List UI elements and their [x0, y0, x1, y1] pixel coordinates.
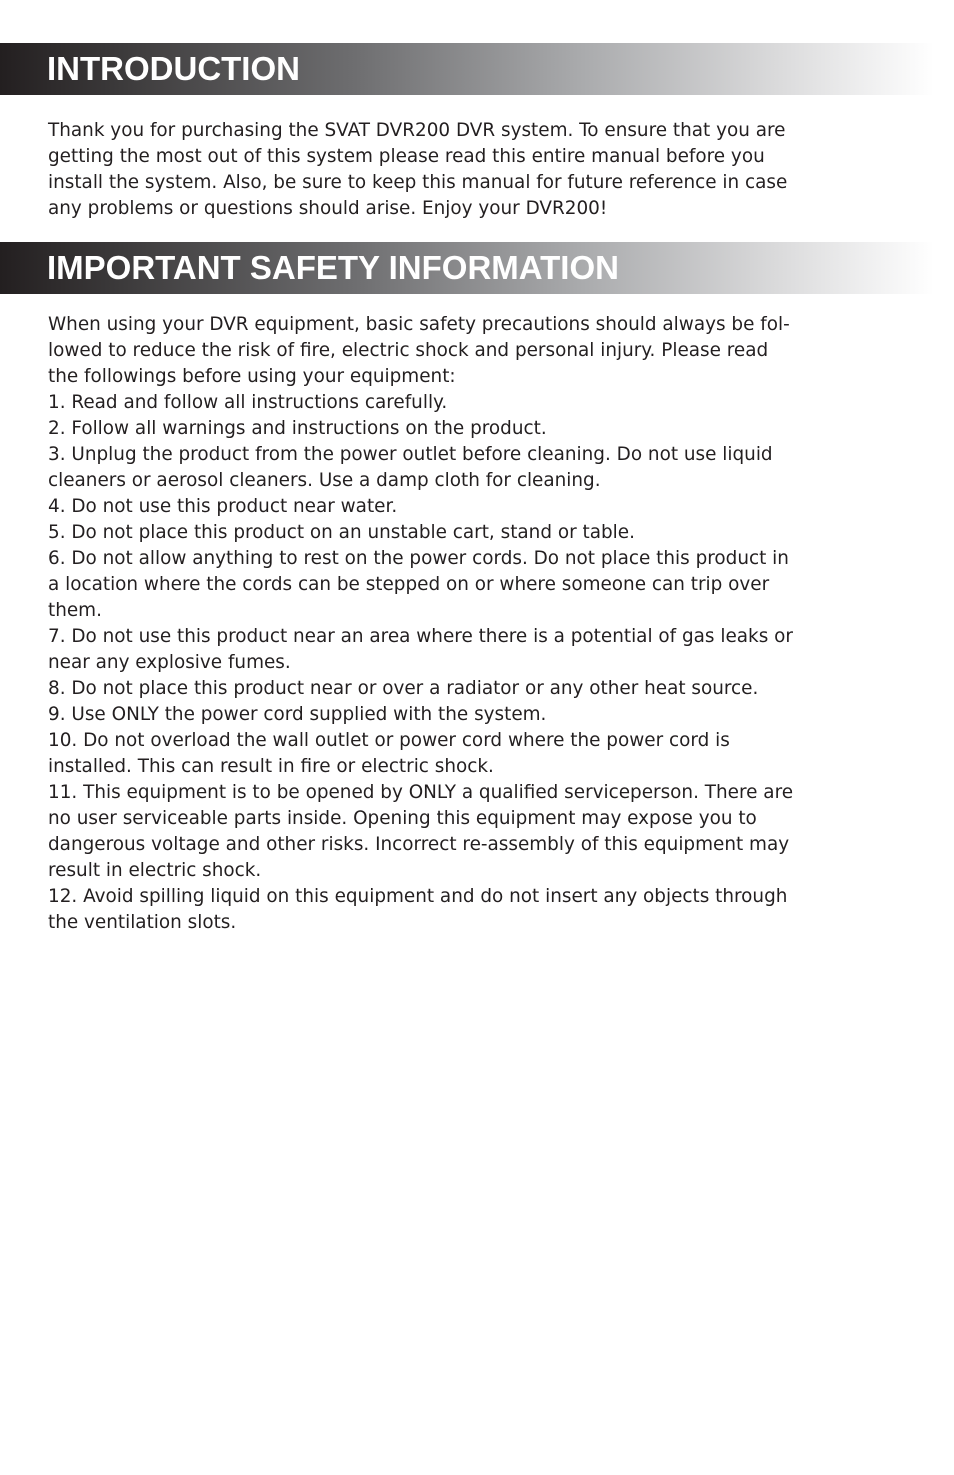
safety-item-6: 6. Do not allow anything to rest on the power cords. Do not place this product in [48, 548, 789, 569]
safety-line: lowed to reduce the risk of fire, electric shock and personal injury. Please read [48, 340, 769, 361]
safety-paragraph [48, 312, 918, 936]
safety-item-9: 9. Use ONLY the power cord supplied with the system. [48, 704, 547, 725]
introduction-paragraph [48, 118, 918, 222]
safety-item-3: 3. Unplug the product from the power outlet before cleaning. Do not use liquid [48, 444, 773, 465]
safety-item-2: 2. Follow all warnings and instructions on the product. [48, 418, 547, 439]
safety-item-6-cont: a location where the cords can be stepped on or where someone can trip over [48, 574, 770, 595]
safety-header-bar [0, 242, 934, 294]
introduction-line: install the system. Also, be sure to keep this manual for future reference in case [48, 172, 788, 193]
safety-item-5: 5. Do not place this product on an unstable cart, stand or table. [48, 522, 635, 543]
safety-item-11-cont: dangerous voltage and other risks. Incorrect re-assembly of this equipment may [48, 834, 790, 855]
safety-line: When using your DVR equipment, basic safety precautions should always be fol- [48, 314, 790, 335]
introduction-header-bar [0, 43, 934, 95]
safety-item-11: 11. This equipment is to be opened by ONLY a qualified serviceperson. There are [48, 782, 794, 803]
introduction-heading: INTRODUCTION [47, 50, 300, 87]
introduction-line: Thank you for purchasing the SVAT DVR200 DVR system. To ensure that you are [48, 120, 786, 141]
safety-item-10-cont: installed. This can result in fire or electric shock. [48, 756, 494, 777]
safety-item-4: 4. Do not use this product near water. [48, 496, 398, 517]
introduction-line: getting the most out of this system please read this entire manual before you [48, 146, 765, 167]
safety-item-11-cont: no user serviceable parts inside. Opening this equipment may expose you to [48, 808, 757, 829]
safety-item-7-cont: near any explosive fumes. [48, 652, 291, 673]
safety-item-1: 1. Read and follow all instructions carefully. [48, 392, 448, 413]
introduction-line: any problems or questions should arise. Enjoy your DVR200! [48, 198, 608, 219]
safety-line: the followings before using your equipment: [48, 366, 456, 387]
safety-item-11-cont: result in electric shock. [48, 860, 262, 881]
safety-item-10: 10. Do not overload the wall outlet or power cord where the power cord is [48, 730, 730, 751]
safety-item-12-cont: the ventilation slots. [48, 912, 237, 933]
safety-item-3-cont: cleaners or aerosol cleaners. Use a damp cloth for cleaning. [48, 470, 601, 491]
safety-item-7: 7. Do not use this product near an area where there is a potential of gas leaks or [48, 626, 793, 647]
safety-heading: IMPORTANT SAFETY INFORMATION [47, 249, 619, 286]
safety-item-6-cont: them. [48, 600, 102, 621]
safety-item-8: 8. Do not place this product near or over a radiator or any other heat source. [48, 678, 759, 699]
safety-item-12: 12. Avoid spilling liquid on this equipment and do not insert any objects through [48, 886, 788, 907]
